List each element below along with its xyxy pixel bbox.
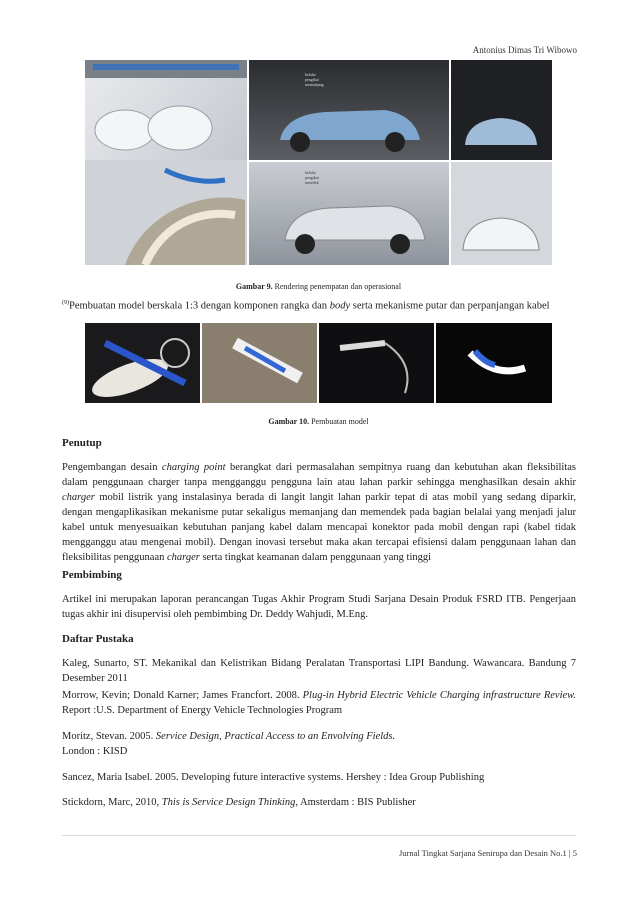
figure-10-image [85,323,552,403]
figure-9-caption: Gambar 9. Rendering penempatan dan operasional [235,282,402,291]
figure-note: $^{(9)}$Pembuatan model berskala 1:3 dengan komponen rangka dan body serta mekanisme putar dan perpanjangan kabel [62,300,550,312]
figure-9-overlay-top: belalai pengikat memanjang [305,72,324,87]
page-footer: Jurnal Tingkat Sarjana Senirupa dan Desain No.1 | 5 [398,848,577,858]
figure-9-image [85,60,552,265]
section-heading-penutup: Penutup [62,437,102,449]
figure-9-overlay-bottom: belalai pengikat meredek [305,170,319,185]
reference-3: Moritz, Stevan. 2005. Service Design, Practical Access to an Envolving Fields. London : KISD [62,731,396,757]
reference-1: Kaleg, Sunarto, ST. Mekanikal dan Kelistrikan Bidang Peralatan Transportasi LIPI Bandung. Wawancara. Bandung 7 Desember 2011 [62,658,576,684]
figure-10-caption: Gambar 10. Pembuatan model [268,417,369,426]
footer-divider [62,835,576,836]
page-header-author: Antonius Dimas Tri Wibowo [472,45,577,55]
reference-4: Sancez, Maria Isabel. 2005. Developing future interactive systems. Hershey : Idea Group Publishing [62,772,485,783]
section-heading-daftar-pustaka: Daftar Pustaka [62,633,134,645]
reference-5: Stickdorn, Marc, 2010, This is Service Design Thinking, Amsterdam : BIS Publisher [62,797,416,808]
penutup-paragraph: Pengembangan desain charging point berangkat dari permasalahan sempitnya ruang dan kebutuhan akan fleksibilitas dalam penggunaan charger tanpa mengganggu pengguna lain atau lahan parkir sehingga menghasilkan desain akhir charger mobil listrik yang instalasinya berada di langit langit lahan parkir tepat di atas mobil yang sedang diparkir, dengan mengaplikasikan mekanisme putar sekaligus memanjang dan memendek pada bagian belalai yang menjadi jalur kabel untuk menyesuaikan kebutuhan panjang kabel dalam mencapai konektor pada mobil dengan rapi (kabel tidak mengganggu atau mengenai mobil). Dengan inovasi tersebut maka akan tercapai efisiensi dalam penggunaan lahan dan fleksibilitas penggunaan charger serta tingkat keamanan dalam penggunaan yang tinggi [62,462,576,563]
reference-2: Morrow, Kevin; Donald Karner; James Francfort. 2008. Plug-in Hybrid Electric Vehicle Charging infrastructure Review. Report :U.S. Department of Energy Vehicle Technologies Program [62,690,576,716]
pembimbing-paragraph: Artikel ini merupakan laporan perancangan Tugas Akhir Program Studi Sarjana Desain Produk FSRD ITB. Pengerjaan tugas akhir ini disupervisi oleh pembimbing Dr. Deddy Wahjudi, M.Eng. [62,594,576,620]
section-heading-pembimbing: Pembimbing [62,569,122,581]
